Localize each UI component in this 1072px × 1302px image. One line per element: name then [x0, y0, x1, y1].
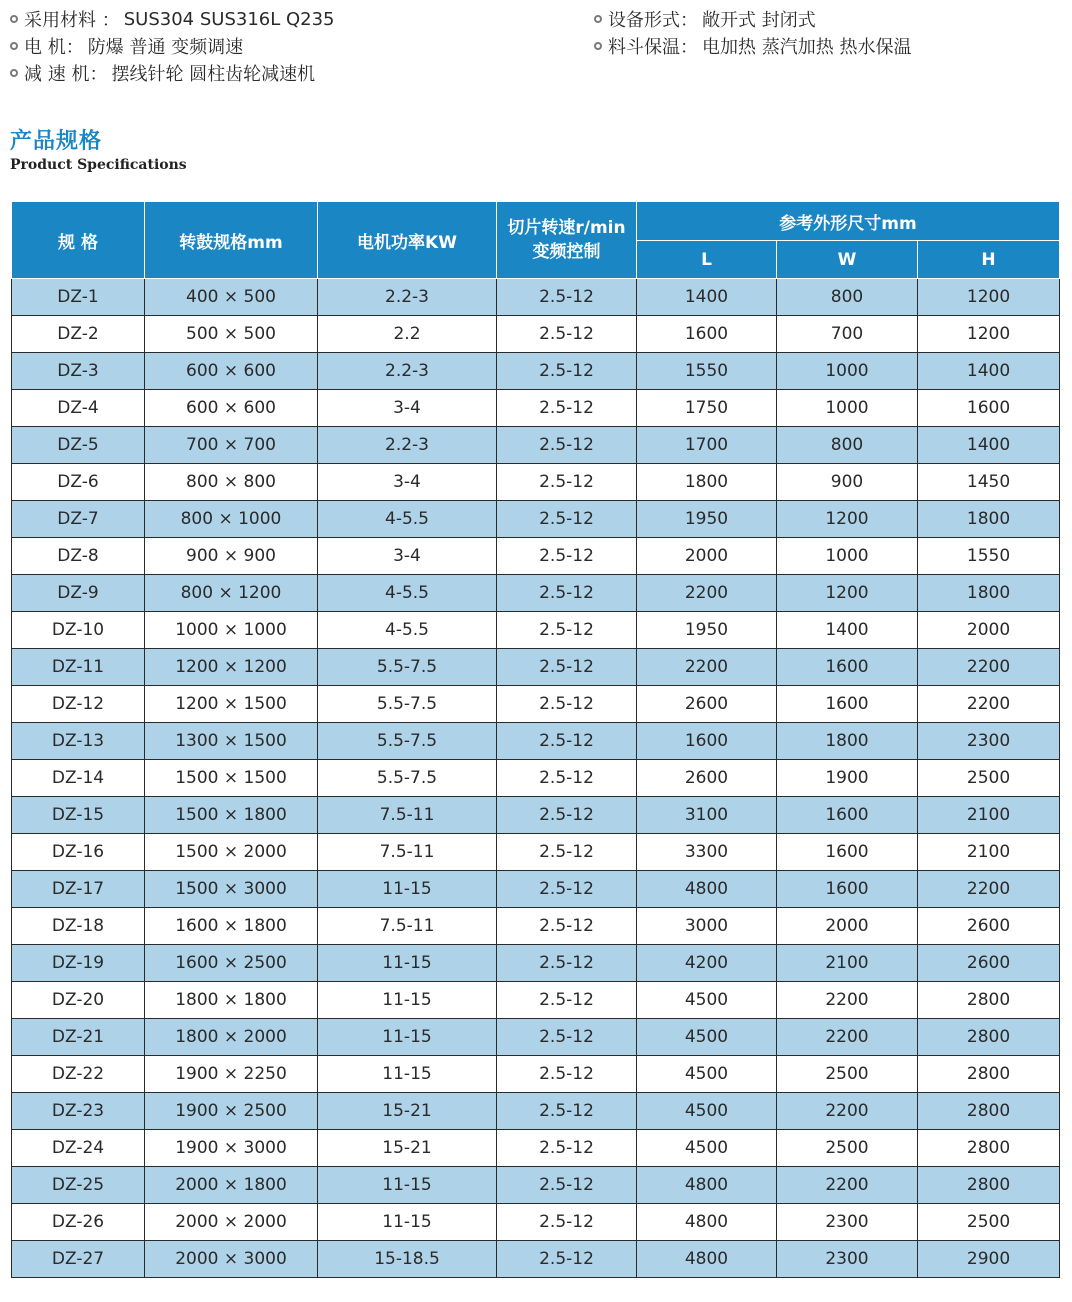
cell-drum: 800 × 1000: [145, 501, 318, 538]
table-row: [12, 649, 1060, 686]
cell-model: DZ-23: [12, 1093, 145, 1130]
cell-speed: 2.5-12: [497, 538, 637, 575]
cell-drum: 800 × 1200: [145, 575, 318, 612]
cell-model: DZ-19: [12, 945, 145, 982]
cell-speed: 2.5-12: [497, 760, 637, 797]
table-row: [12, 797, 1060, 834]
cell-speed: 2.5-12: [497, 834, 637, 871]
table-row: [12, 982, 1060, 1019]
feature-label: 电 机：: [24, 37, 84, 58]
cell-h: 2800: [918, 1130, 1060, 1167]
cell-speed: 2.5-12: [497, 1241, 637, 1278]
cell-w: 900: [777, 464, 918, 501]
cell-power: 2.2: [318, 316, 497, 353]
cell-model: DZ-14: [12, 760, 145, 797]
cell-h: 2600: [918, 908, 1060, 945]
cell-model: DZ-6: [12, 464, 145, 501]
cell-l: 1700: [637, 427, 777, 464]
cell-w: 1600: [777, 834, 918, 871]
cell-speed: 2.5-12: [497, 1204, 637, 1241]
cell-power: 15-21: [318, 1093, 497, 1130]
cell-h: 2200: [918, 649, 1060, 686]
table-row: [12, 1167, 1060, 1204]
feature-label: 料斗保温：: [608, 37, 698, 58]
feature-hopper: [594, 33, 911, 59]
cell-model: DZ-26: [12, 1204, 145, 1241]
feature-value: SUS304 SUS316L Q235: [123, 8, 335, 30]
cell-h: 1450: [918, 464, 1060, 501]
header-speed: [497, 202, 637, 279]
header-l: L: [637, 241, 777, 279]
cell-h: 2800: [918, 1056, 1060, 1093]
feature-list: [10, 6, 1060, 86]
cell-l: 1400: [637, 279, 777, 316]
cell-power: 5.5-7.5: [318, 723, 497, 760]
cell-l: 4500: [637, 1093, 777, 1130]
cell-h: 1800: [918, 501, 1060, 538]
cell-w: 1200: [777, 575, 918, 612]
table-row: [12, 1056, 1060, 1093]
cell-h: 1400: [918, 353, 1060, 390]
cell-speed: 2.5-12: [497, 723, 637, 760]
cell-w: 2300: [777, 1241, 918, 1278]
cell-l: 1800: [637, 464, 777, 501]
cell-h: 2600: [918, 945, 1060, 982]
cell-model: DZ-11: [12, 649, 145, 686]
cell-power: 11-15: [318, 1019, 497, 1056]
cell-model: DZ-27: [12, 1241, 145, 1278]
cell-power: 15-21: [318, 1130, 497, 1167]
cell-w: 2500: [777, 1130, 918, 1167]
table-row: [12, 575, 1060, 612]
cell-model: DZ-10: [12, 612, 145, 649]
table-row: [12, 316, 1060, 353]
cell-power: 11-15: [318, 1204, 497, 1241]
header-dims: 参考外形尺寸mm: [637, 202, 1060, 241]
bullet-icon: [594, 15, 602, 23]
cell-drum: 600 × 600: [145, 353, 318, 390]
table-row: [12, 871, 1060, 908]
table-row: [12, 427, 1060, 464]
cell-h: 1400: [918, 427, 1060, 464]
cell-l: 1550: [637, 353, 777, 390]
cell-speed: 2.5-12: [497, 1130, 637, 1167]
cell-h: 2500: [918, 760, 1060, 797]
cell-speed: 2.5-12: [497, 279, 637, 316]
cell-drum: 1600 × 2500: [145, 945, 318, 982]
cell-l: 2200: [637, 575, 777, 612]
cell-speed: 2.5-12: [497, 427, 637, 464]
cell-speed: 2.5-12: [497, 390, 637, 427]
cell-drum: 1500 × 1800: [145, 797, 318, 834]
cell-h: 1800: [918, 575, 1060, 612]
cell-drum: 1800 × 1800: [145, 982, 318, 1019]
cell-drum: 1800 × 2000: [145, 1019, 318, 1056]
cell-model: DZ-13: [12, 723, 145, 760]
table-row: [12, 834, 1060, 871]
header-spec: 规 格: [12, 202, 145, 279]
cell-w: 2100: [777, 945, 918, 982]
cell-l: 3000: [637, 908, 777, 945]
cell-speed: 2.5-12: [497, 1019, 637, 1056]
cell-w: 800: [777, 279, 918, 316]
cell-w: 1000: [777, 353, 918, 390]
cell-power: 11-15: [318, 1167, 497, 1204]
cell-drum: 1300 × 1500: [145, 723, 318, 760]
cell-drum: 1000 × 1000: [145, 612, 318, 649]
bullet-icon: [10, 69, 18, 77]
feature-label: 设备形式：: [608, 10, 698, 31]
cell-drum: 400 × 500: [145, 279, 318, 316]
cell-model: DZ-9: [12, 575, 145, 612]
table-body: [12, 279, 1060, 1278]
cell-speed: 2.5-12: [497, 1056, 637, 1093]
cell-model: DZ-5: [12, 427, 145, 464]
table-row: [12, 279, 1060, 316]
cell-w: 700: [777, 316, 918, 353]
cell-h: 2500: [918, 1204, 1060, 1241]
cell-power: 15-18.5: [318, 1241, 497, 1278]
cell-power: 3-4: [318, 464, 497, 501]
cell-h: 2100: [918, 834, 1060, 871]
spec-table: [11, 201, 1060, 1278]
cell-l: 1950: [637, 501, 777, 538]
cell-h: 2200: [918, 686, 1060, 723]
cell-power: 2.2-3: [318, 353, 497, 390]
cell-power: 11-15: [318, 945, 497, 982]
cell-w: 1900: [777, 760, 918, 797]
cell-l: 4800: [637, 1241, 777, 1278]
cell-model: DZ-20: [12, 982, 145, 1019]
cell-power: 3-4: [318, 538, 497, 575]
cell-drum: 1600 × 1800: [145, 908, 318, 945]
cell-l: 2000: [637, 538, 777, 575]
cell-speed: 2.5-12: [497, 1093, 637, 1130]
cell-speed: 2.5-12: [497, 908, 637, 945]
cell-drum: 1500 × 2000: [145, 834, 318, 871]
cell-w: 1800: [777, 723, 918, 760]
header-drum: 转鼓规格mm: [145, 202, 318, 279]
cell-l: 2600: [637, 686, 777, 723]
cell-model: DZ-12: [12, 686, 145, 723]
cell-drum: 1500 × 3000: [145, 871, 318, 908]
cell-model: DZ-3: [12, 353, 145, 390]
cell-w: 2000: [777, 908, 918, 945]
header-w: W: [777, 241, 918, 279]
cell-h: 2800: [918, 982, 1060, 1019]
bullet-icon: [10, 15, 18, 23]
cell-l: 1600: [637, 723, 777, 760]
cell-w: 1600: [777, 797, 918, 834]
bullet-icon: [594, 42, 602, 50]
cell-drum: 2000 × 3000: [145, 1241, 318, 1278]
cell-speed: 2.5-12: [497, 797, 637, 834]
cell-drum: 1200 × 1200: [145, 649, 318, 686]
header-speed-line1: 切片转速r/min: [507, 218, 626, 238]
cell-h: 1200: [918, 279, 1060, 316]
cell-drum: 1900 × 2250: [145, 1056, 318, 1093]
table-row: [12, 1130, 1060, 1167]
cell-speed: 2.5-12: [497, 464, 637, 501]
cell-speed: 2.5-12: [497, 612, 637, 649]
cell-h: 2900: [918, 1241, 1060, 1278]
header-power: 电机功率KW: [318, 202, 497, 279]
cell-w: 1600: [777, 686, 918, 723]
cell-model: DZ-2: [12, 316, 145, 353]
cell-h: 1200: [918, 316, 1060, 353]
cell-h: 2800: [918, 1019, 1060, 1056]
bullet-icon: [10, 42, 18, 50]
feature-label: 采用材料 ：: [24, 10, 120, 31]
cell-speed: 2.5-12: [497, 353, 637, 390]
table-row: [12, 464, 1060, 501]
cell-l: 4500: [637, 982, 777, 1019]
feature-motor: [10, 33, 243, 59]
cell-model: DZ-22: [12, 1056, 145, 1093]
cell-speed: 2.5-12: [497, 1167, 637, 1204]
cell-h: 2000: [918, 612, 1060, 649]
cell-model: DZ-25: [12, 1167, 145, 1204]
cell-speed: 2.5-12: [497, 649, 637, 686]
cell-h: 1550: [918, 538, 1060, 575]
cell-power: 5.5-7.5: [318, 760, 497, 797]
cell-h: 2800: [918, 1167, 1060, 1204]
cell-drum: 2000 × 1800: [145, 1167, 318, 1204]
cell-power: 3-4: [318, 390, 497, 427]
cell-model: DZ-16: [12, 834, 145, 871]
table-row: [12, 908, 1060, 945]
feature-reducer: [10, 60, 315, 86]
cell-l: 2200: [637, 649, 777, 686]
feature-value: 敞开式 封闭式: [702, 10, 816, 31]
cell-w: 2200: [777, 1093, 918, 1130]
cell-model: DZ-7: [12, 501, 145, 538]
cell-h: 2100: [918, 797, 1060, 834]
cell-model: DZ-24: [12, 1130, 145, 1167]
cell-power: 11-15: [318, 871, 497, 908]
cell-drum: 500 × 500: [145, 316, 318, 353]
table-row: [12, 612, 1060, 649]
table-row: [12, 353, 1060, 390]
cell-speed: 2.5-12: [497, 945, 637, 982]
cell-power: 7.5-11: [318, 908, 497, 945]
cell-l: 3100: [637, 797, 777, 834]
cell-power: 7.5-11: [318, 797, 497, 834]
cell-power: 4-5.5: [318, 612, 497, 649]
cell-w: 2200: [777, 982, 918, 1019]
feature-value: 防爆 普通 变频调速: [87, 37, 244, 58]
cell-speed: 2.5-12: [497, 871, 637, 908]
cell-w: 1000: [777, 538, 918, 575]
feature-value: 摆线针轮 圆柱齿轮减速机: [111, 64, 316, 85]
cell-l: 4200: [637, 945, 777, 982]
cell-model: DZ-18: [12, 908, 145, 945]
cell-l: 1600: [637, 316, 777, 353]
feature-value: 电加热 蒸汽加热 热水保温: [702, 37, 912, 58]
cell-power: 4-5.5: [318, 501, 497, 538]
table-row: [12, 1241, 1060, 1278]
cell-l: 1750: [637, 390, 777, 427]
cell-power: 2.2-3: [318, 279, 497, 316]
feature-form: [594, 6, 816, 32]
cell-drum: 1500 × 1500: [145, 760, 318, 797]
feature-label: 减 速 机：: [24, 64, 108, 85]
table-row: [12, 760, 1060, 797]
cell-power: 11-15: [318, 982, 497, 1019]
cell-power: 5.5-7.5: [318, 649, 497, 686]
cell-w: 2200: [777, 1167, 918, 1204]
cell-w: 1200: [777, 501, 918, 538]
cell-w: 1600: [777, 871, 918, 908]
table-row: [12, 1093, 1060, 1130]
cell-model: DZ-15: [12, 797, 145, 834]
cell-l: 4500: [637, 1056, 777, 1093]
table-row: [12, 686, 1060, 723]
cell-h: 2300: [918, 723, 1060, 760]
cell-power: 4-5.5: [318, 575, 497, 612]
cell-model: DZ-17: [12, 871, 145, 908]
cell-drum: 1900 × 3000: [145, 1130, 318, 1167]
cell-l: 4800: [637, 1204, 777, 1241]
cell-power: 2.2-3: [318, 427, 497, 464]
cell-w: 2500: [777, 1056, 918, 1093]
cell-w: 1600: [777, 649, 918, 686]
cell-model: DZ-1: [12, 279, 145, 316]
cell-w: 800: [777, 427, 918, 464]
cell-speed: 2.5-12: [497, 686, 637, 723]
cell-power: 5.5-7.5: [318, 686, 497, 723]
cell-w: 1000: [777, 390, 918, 427]
cell-model: DZ-4: [12, 390, 145, 427]
cell-h: 1600: [918, 390, 1060, 427]
table-row: [12, 501, 1060, 538]
table-row: [12, 723, 1060, 760]
section-title: 产品规格: [10, 129, 103, 154]
header-speed-line2: 变频控制: [532, 242, 601, 262]
cell-speed: 2.5-12: [497, 501, 637, 538]
cell-h: 2800: [918, 1093, 1060, 1130]
cell-speed: 2.5-12: [497, 575, 637, 612]
cell-w: 2200: [777, 1019, 918, 1056]
cell-l: 3300: [637, 834, 777, 871]
cell-w: 2300: [777, 1204, 918, 1241]
section-subtitle: Product Specifications: [10, 157, 187, 173]
table-row: [12, 945, 1060, 982]
cell-w: 1400: [777, 612, 918, 649]
cell-l: 1950: [637, 612, 777, 649]
table-row: [12, 1204, 1060, 1241]
cell-power: 7.5-11: [318, 834, 497, 871]
cell-drum: 1900 × 2500: [145, 1093, 318, 1130]
cell-drum: 800 × 800: [145, 464, 318, 501]
cell-power: 11-15: [318, 1056, 497, 1093]
cell-drum: 700 × 700: [145, 427, 318, 464]
cell-model: DZ-21: [12, 1019, 145, 1056]
cell-model: DZ-8: [12, 538, 145, 575]
feature-material: [10, 6, 335, 32]
cell-drum: 900 × 900: [145, 538, 318, 575]
table-row: [12, 1019, 1060, 1056]
cell-l: 4500: [637, 1130, 777, 1167]
cell-drum: 600 × 600: [145, 390, 318, 427]
section-heading: [10, 128, 187, 174]
table-row: [12, 538, 1060, 575]
cell-speed: 2.5-12: [497, 982, 637, 1019]
cell-drum: 2000 × 2000: [145, 1204, 318, 1241]
header-h: H: [918, 241, 1060, 279]
cell-l: 4800: [637, 871, 777, 908]
cell-h: 2200: [918, 871, 1060, 908]
cell-l: 2600: [637, 760, 777, 797]
table-row: [12, 390, 1060, 427]
cell-speed: 2.5-12: [497, 316, 637, 353]
cell-l: 4800: [637, 1167, 777, 1204]
cell-drum: 1200 × 1500: [145, 686, 318, 723]
cell-l: 4500: [637, 1019, 777, 1056]
